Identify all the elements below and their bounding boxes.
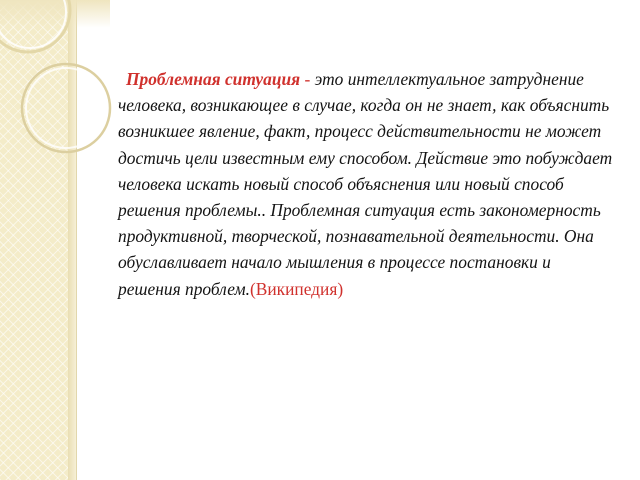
source-citation: (Википедия)	[249, 278, 344, 299]
definition-term: Проблемная ситуация	[126, 69, 301, 89]
definition-text-block	[118, 66, 616, 302]
definition-dash: -	[300, 69, 315, 89]
definition-body: это интеллектуальное затруднение человека, возникающее в случае, когда он не знает, как объяснить возникшее явление, факт, процесс действительности не может достичь цели известным ему способом. Действие это побуждает человека искать новый способ объяснения или новый способ решения проблемы.. Проблемная ситуация есть закономерность продуктивной, творческой, познавательной деятельности. Она обуславливает начало мышления в процессе постановки и решения проблем.	[118, 69, 613, 299]
